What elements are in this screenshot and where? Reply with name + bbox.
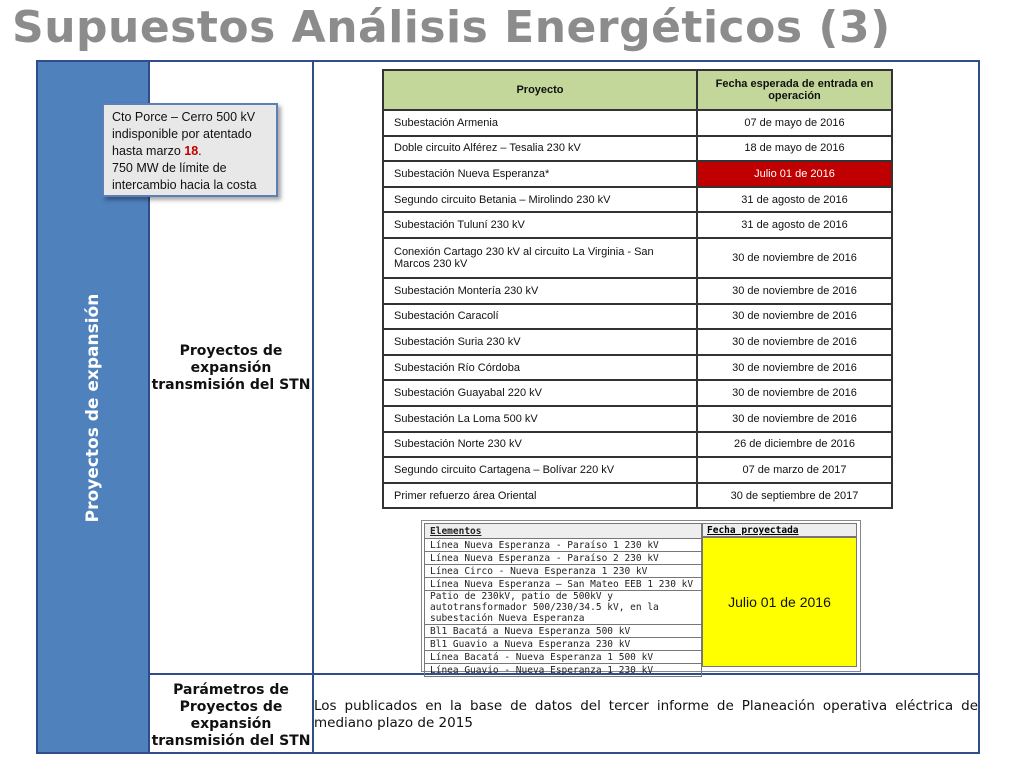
table-cell-proyecto: Subestación Suria 230 kV xyxy=(383,329,697,355)
elements-row: Línea Nueva Esperanza - Paraíso 2 230 kV xyxy=(425,552,702,565)
elements-row: Línea Nueva Esperanza – San Mateo EEB 1 230 kV xyxy=(425,578,702,591)
table-cell-proyecto: Subestación Guayabal 220 kV xyxy=(383,380,697,406)
table-header-fecha: Fecha esperada de entrada en operación xyxy=(697,70,892,110)
table-row xyxy=(383,212,892,238)
table-cell-fecha: 07 de marzo de 2017 xyxy=(697,457,892,483)
table-cell-proyecto: Segundo circuito Cartagena – Bolívar 220 kV xyxy=(383,457,697,483)
table-row xyxy=(383,457,892,483)
table-cell-fecha: 30 de noviembre de 2016 xyxy=(697,304,892,330)
fecha-proyectada-value xyxy=(702,537,857,667)
table-cell-proyecto: Subestación Montería 230 kV xyxy=(383,278,697,304)
table-cell-proyecto: Subestación Río Córdoba xyxy=(383,355,697,381)
callout-line1-end: . xyxy=(198,144,202,158)
table-cell-fecha: 30 de noviembre de 2016 xyxy=(697,355,892,381)
row-label-parameters: Parámetros de Proyectos de expansión transmisión del STN xyxy=(151,682,311,749)
table-row xyxy=(383,110,892,136)
table-cell-proyecto: Primer refuerzo área Oriental xyxy=(383,483,697,509)
table-cell-fecha: 31 de agosto de 2016 xyxy=(697,212,892,238)
table-cell-fecha: 18 de mayo de 2016 xyxy=(697,136,892,162)
callout-note xyxy=(102,103,278,197)
table-row xyxy=(383,380,892,406)
elements-header: Elementos xyxy=(425,524,702,539)
elements-row: Línea Nueva Esperanza - Paraíso 1 230 kV xyxy=(425,539,702,552)
table-cell-fecha: 30 de noviembre de 2016 xyxy=(697,278,892,304)
fecha-proyectada-header: Fecha proyectada xyxy=(702,523,857,537)
table-cell-proyecto: Conexión Cartago 230 kV al circuito La Virginia - San Marcos 230 kV xyxy=(383,238,697,278)
table-cell-fecha: 07 de mayo de 2016 xyxy=(697,110,892,136)
table-row xyxy=(383,329,892,355)
elements-table xyxy=(424,523,702,677)
table-row xyxy=(383,304,892,330)
table-cell-proyecto: Doble circuito Alférez – Tesalia 230 kV xyxy=(383,136,697,162)
table-cell-proyecto: Subestación La Loma 500 kV xyxy=(383,406,697,432)
elements-row: Bl1 Bacatá a Nueva Esperanza 500 kV xyxy=(425,625,702,638)
elements-image xyxy=(421,520,861,676)
parameters-description: Los publicados en la base de datos del tercer informe de Planeación operativa eléctrica de mediano plazo de 2015 xyxy=(314,698,978,731)
table-cell-proyecto: Subestación Nueva Esperanza* xyxy=(383,161,697,187)
table-cell-fecha-highlighted: Julio 01 de 2016 xyxy=(697,161,892,187)
callout-highlight: 18 xyxy=(184,144,199,158)
table-cell-fecha: 30 de noviembre de 2016 xyxy=(697,238,892,278)
callout-line2: 750 MW de límite de intercambio hacia la costa xyxy=(112,161,257,192)
table-cell-fecha: 30 de septiembre de 2017 xyxy=(697,483,892,509)
table-header-proyecto: Proyecto xyxy=(383,70,697,110)
table-cell-fecha: 26 de diciembre de 2016 xyxy=(697,432,892,458)
table-row xyxy=(383,483,892,509)
table-cell-proyecto: Subestación Armenia xyxy=(383,110,697,136)
divider-vertical-2 xyxy=(312,62,314,752)
page-title: Supuestos Análisis Energéticos (3) xyxy=(12,2,891,53)
table-cell-proyecto: Subestación Tuluní 230 kV xyxy=(383,212,697,238)
elements-row: Patio de 230kV, patio de 500kV y autotransformador 500/230/34.5 kV, en la subestación Nueva Esperanza xyxy=(425,591,702,625)
table-cell-fecha: 30 de noviembre de 2016 xyxy=(697,406,892,432)
sidebar-label: Proyectos de expansión xyxy=(83,293,103,523)
table-row xyxy=(383,406,892,432)
table-row xyxy=(383,432,892,458)
callout-line1: Cto Porce – Cerro 500 kV indisponible por atentado hasta marzo xyxy=(112,110,256,158)
projects-table xyxy=(382,69,893,509)
table-row xyxy=(383,136,892,162)
table-row xyxy=(383,187,892,213)
table-cell-proyecto: Subestación Caracolí xyxy=(383,304,697,330)
table-row xyxy=(383,238,892,278)
table-cell-fecha: 31 de agosto de 2016 xyxy=(697,187,892,213)
table-cell-fecha: 30 de noviembre de 2016 xyxy=(697,329,892,355)
table-cell-proyecto: Segundo circuito Betania – Mirolindo 230 kV xyxy=(383,187,697,213)
elements-row: Línea Bacatá - Nueva Esperanza 1 500 kV xyxy=(425,651,702,664)
table-row xyxy=(383,161,892,187)
table-cell-fecha: 30 de noviembre de 2016 xyxy=(697,380,892,406)
table-cell-proyecto: Subestación Norte 230 kV xyxy=(383,432,697,458)
elements-row: Línea Guavio - Nueva Esperanza 1 230 kV xyxy=(425,664,702,677)
elements-row: Línea Circo - Nueva Esperanza 1 230 kV xyxy=(425,565,702,578)
table-row xyxy=(383,278,892,304)
row-label-projects: Proyectos de expansión transmisión del STN xyxy=(151,343,311,393)
table-row xyxy=(383,355,892,381)
fecha-proyectada-text: Julio 01 de 2016 xyxy=(728,594,831,610)
elements-row: Bl1 Guavio a Nueva Esperanza 230 kV xyxy=(425,638,702,651)
